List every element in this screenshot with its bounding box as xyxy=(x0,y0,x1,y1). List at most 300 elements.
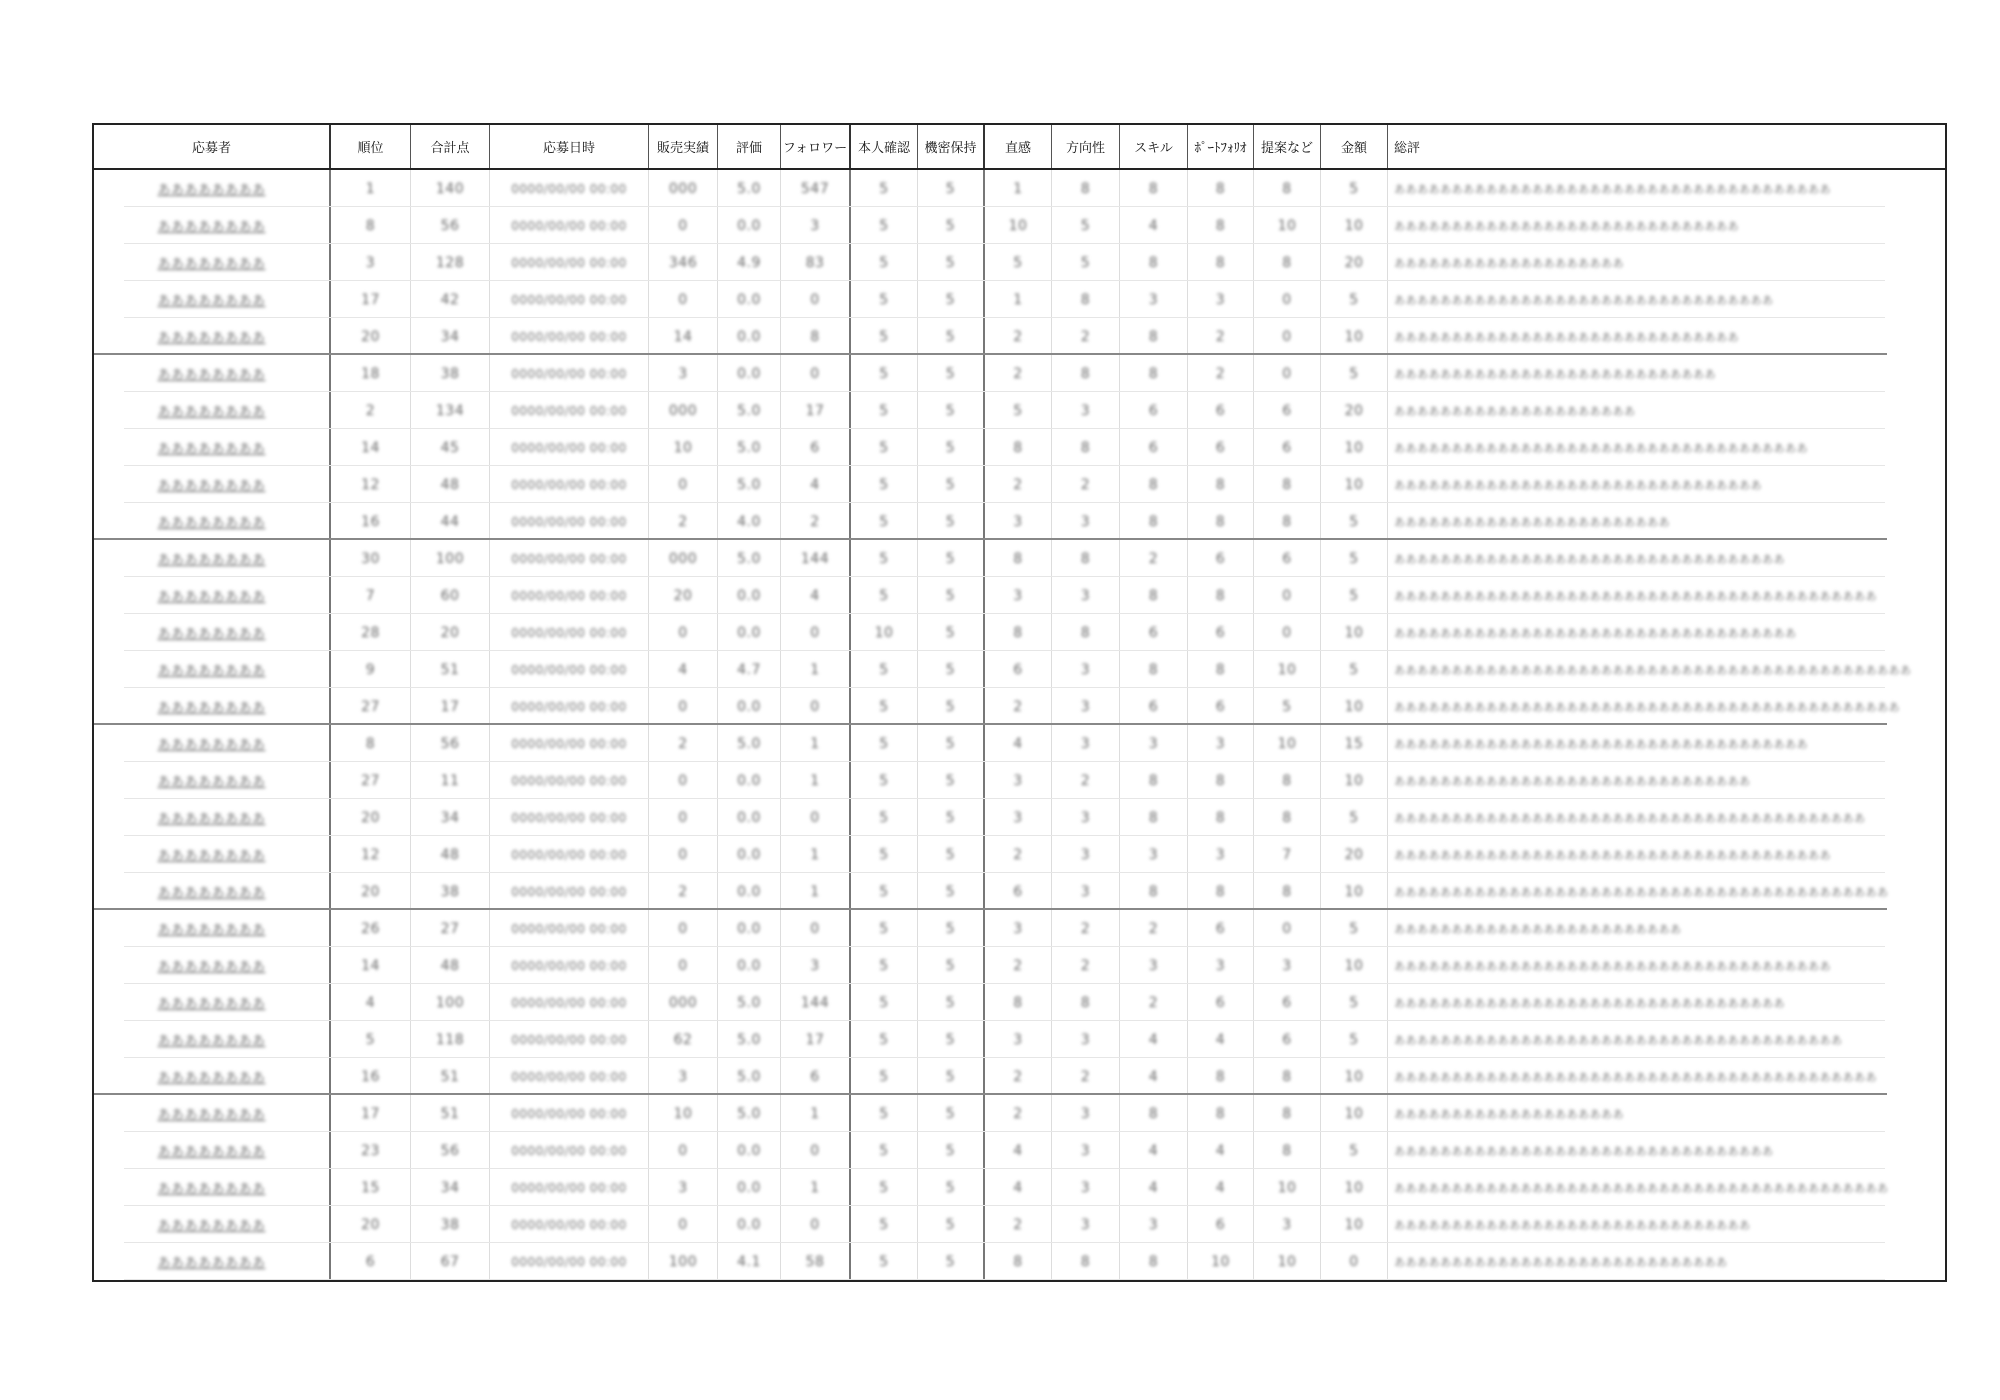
applicant-link[interactable]: ああああああああ xyxy=(157,479,266,494)
cell-applicant[interactable] xyxy=(94,688,331,725)
cell-proposal xyxy=(1254,1132,1321,1169)
applicant-link[interactable]: ああああああああ xyxy=(157,405,266,420)
cell-applicant[interactable] xyxy=(94,503,331,540)
applicant-link[interactable]: ああああああああ xyxy=(157,1145,266,1160)
applicant-link[interactable]: ああああああああ xyxy=(157,368,266,383)
cell-value: 51 xyxy=(440,1105,460,1122)
cell-rank xyxy=(331,725,411,762)
cell-sales xyxy=(649,947,718,984)
table-row xyxy=(94,910,1945,947)
cell-value: 6 xyxy=(365,1253,376,1270)
cell-value: 20 xyxy=(1344,402,1364,419)
cell-amount xyxy=(1321,1132,1388,1169)
cell-direction xyxy=(1052,873,1120,910)
cell-skill xyxy=(1120,910,1188,947)
cell-value: 5 xyxy=(945,587,956,604)
cell-summary xyxy=(1388,1243,1945,1280)
cell-datetime xyxy=(490,1206,649,1243)
applicant-link[interactable]: ああああああああ xyxy=(157,627,266,642)
cell-applicant[interactable] xyxy=(94,207,331,244)
applicant-link[interactable]: ああああああああ xyxy=(157,442,266,457)
cell-sales xyxy=(649,873,718,910)
cell-rank xyxy=(331,207,411,244)
applicant-link[interactable]: ああああああああ xyxy=(157,1071,266,1086)
cell-skill xyxy=(1120,355,1188,392)
cell-value: 1 xyxy=(1013,291,1023,308)
cell-value: 20 xyxy=(440,624,460,641)
cell-applicant[interactable] xyxy=(94,540,331,577)
cell-value: 30 xyxy=(361,550,380,567)
cell-applicant[interactable] xyxy=(94,614,331,651)
cell-sales xyxy=(649,281,718,318)
cell-value: 3 xyxy=(1282,957,1292,974)
applicant-link[interactable]: ああああああああ xyxy=(157,701,266,716)
cell-value: 5 xyxy=(1080,217,1091,234)
cell-value: 0.0 xyxy=(737,957,761,974)
cell-followers xyxy=(781,1058,851,1095)
cell-value: 0 xyxy=(678,291,688,308)
summary-text: ああああああああああああああああああああああああああああああ xyxy=(1394,219,1739,233)
cell-value: 6 xyxy=(1215,402,1226,419)
cell-value: 2 xyxy=(1080,328,1091,345)
cell-proposal xyxy=(1254,244,1321,281)
table-row xyxy=(94,466,1945,503)
summary-text: ああああああああああああああああああああ xyxy=(1394,256,1624,270)
cell-proposal xyxy=(1254,281,1321,318)
cell-value: 56 xyxy=(440,1142,460,1159)
cell-rank xyxy=(331,1095,411,1132)
cell-applicant[interactable] xyxy=(94,281,331,318)
cell-applicant[interactable] xyxy=(94,799,331,836)
cell-direction xyxy=(1052,1058,1120,1095)
cell-identity xyxy=(851,355,918,392)
cell-value: 5 xyxy=(1349,809,1359,826)
cell-nda xyxy=(918,984,985,1021)
cell-value: 3 xyxy=(1080,587,1091,604)
cell-applicant[interactable] xyxy=(94,725,331,762)
cell-value: 5.0 xyxy=(737,476,761,493)
cell-value: 10 xyxy=(1344,217,1364,234)
cell-value: 5 xyxy=(1349,994,1359,1011)
cell-value: 8 xyxy=(1148,1105,1159,1122)
cell-portfolio xyxy=(1188,1169,1254,1206)
cell-identity xyxy=(851,318,918,355)
cell-value: 10 xyxy=(1211,1253,1230,1270)
cell-amount xyxy=(1321,355,1388,392)
cell-amount xyxy=(1321,836,1388,873)
cell-summary xyxy=(1388,1058,1945,1095)
cell-skill xyxy=(1120,947,1188,984)
applicant-link[interactable]: ああああああああ xyxy=(157,1034,266,1049)
cell-rank xyxy=(331,1058,411,1095)
cell-value: 3 xyxy=(810,217,820,234)
table-row xyxy=(94,281,1945,318)
cell-value: 8 xyxy=(1215,809,1226,826)
cell-datetime xyxy=(490,170,649,207)
applicant-link[interactable]: ああああああああ xyxy=(157,886,266,901)
cell-intuition xyxy=(985,762,1052,799)
cell-value: 5 xyxy=(945,550,956,567)
cell-portfolio xyxy=(1188,984,1254,1021)
summary-text: ああああああああああああああああああああああああ xyxy=(1394,515,1670,529)
cell-value: 5 xyxy=(879,1179,889,1196)
cell-value: 0 xyxy=(678,624,688,641)
cell-summary xyxy=(1388,836,1945,873)
header-col-intuition: 直感 xyxy=(985,125,1052,168)
cell-proposal xyxy=(1254,466,1321,503)
cell-value: 1 xyxy=(810,1105,820,1122)
cell-applicant[interactable] xyxy=(94,1206,331,1243)
cell-value: 0 xyxy=(678,772,688,789)
cell-value: 8 xyxy=(1148,476,1159,493)
cell-nda xyxy=(918,688,985,725)
cell-value: 3 xyxy=(1148,291,1159,308)
cell-datetime xyxy=(490,281,649,318)
cell-applicant[interactable] xyxy=(94,577,331,614)
cell-portfolio xyxy=(1188,1058,1254,1095)
cell-value: 0 xyxy=(1282,291,1292,308)
cell-value: 0 xyxy=(810,698,820,715)
table-row xyxy=(94,318,1945,355)
cell-skill xyxy=(1120,984,1188,1021)
cell-summary xyxy=(1388,1095,1945,1132)
cell-intuition xyxy=(985,244,1052,281)
cell-amount xyxy=(1321,540,1388,577)
cell-identity xyxy=(851,1169,918,1206)
applicant-link[interactable]: ああああああああ xyxy=(157,923,266,938)
cell-value: 0.0 xyxy=(737,291,761,308)
cell-direction xyxy=(1052,577,1120,614)
cell-amount xyxy=(1321,1095,1388,1132)
applicant-link[interactable]: ああああああああ xyxy=(157,331,266,346)
cell-applicant[interactable] xyxy=(94,1132,331,1169)
cell-applicant[interactable] xyxy=(94,1243,331,1280)
cell-value: 1 xyxy=(810,735,820,752)
applicant-link[interactable]: ああああああああ xyxy=(157,997,266,1012)
applicant-link[interactable]: ああああああああ xyxy=(157,738,266,753)
cell-value: 8 xyxy=(1282,772,1292,789)
cell-portfolio xyxy=(1188,355,1254,392)
cell-value: 5 xyxy=(879,772,889,789)
cell-value: 0.0 xyxy=(737,698,761,715)
applicant-link[interactable]: ああああああああ xyxy=(157,294,266,309)
cell-value: 0000/00/00 00:00 xyxy=(511,181,627,196)
table-row xyxy=(94,503,1945,540)
cell-rating xyxy=(718,836,781,873)
cell-value: 8 xyxy=(1080,291,1091,308)
table-row xyxy=(94,762,1945,799)
cell-rank xyxy=(331,614,411,651)
cell-direction xyxy=(1052,355,1120,392)
applicant-link[interactable]: ああああああああ xyxy=(157,257,266,272)
cell-value: 5 xyxy=(879,809,889,826)
cell-applicant[interactable] xyxy=(94,1169,331,1206)
applicant-link[interactable]: ああああああああ xyxy=(157,1108,266,1123)
cell-direction xyxy=(1052,947,1120,984)
cell-rank xyxy=(331,984,411,1021)
applicant-link[interactable]: ああああああああ xyxy=(157,183,266,198)
cell-value: 4 xyxy=(1148,1068,1159,1085)
cell-proposal xyxy=(1254,910,1321,947)
cell-value: 2 xyxy=(1013,476,1023,493)
cell-applicant[interactable] xyxy=(94,762,331,799)
cell-datetime xyxy=(490,836,649,873)
header-col-direction: 方向性 xyxy=(1052,125,1120,168)
cell-proposal xyxy=(1254,392,1321,429)
cell-intuition xyxy=(985,836,1052,873)
cell-value: 56 xyxy=(440,735,460,752)
cell-summary xyxy=(1388,577,1945,614)
cell-nda xyxy=(918,318,985,355)
cell-value: 5 xyxy=(945,624,956,641)
cell-value: 5 xyxy=(945,1142,956,1159)
cell-value: 48 xyxy=(440,957,460,974)
cell-proposal xyxy=(1254,984,1321,1021)
cell-intuition xyxy=(985,1206,1052,1243)
cell-value: 3 xyxy=(1215,291,1226,308)
cell-summary xyxy=(1388,318,1945,355)
table-row xyxy=(94,170,1945,207)
cell-applicant[interactable] xyxy=(94,1058,331,1095)
cell-value: 8 xyxy=(1282,513,1292,530)
cell-applicant[interactable] xyxy=(94,429,331,466)
cell-value: 5.0 xyxy=(737,1105,761,1122)
cell-value: 5 xyxy=(945,846,956,863)
cell-datetime xyxy=(490,1021,649,1058)
cell-skill xyxy=(1120,614,1188,651)
cell-value: 0000/00/00 00:00 xyxy=(511,551,627,566)
cell-applicant[interactable] xyxy=(94,947,331,984)
cell-value: 4 xyxy=(1215,1179,1226,1196)
applicant-link[interactable]: ああああああああ xyxy=(157,590,266,605)
cell-value: 10 xyxy=(1344,624,1364,641)
cell-rank xyxy=(331,1132,411,1169)
cell-sales xyxy=(649,244,718,281)
cell-value: 10 xyxy=(1344,1179,1364,1196)
cell-value: 5 xyxy=(1349,1031,1359,1048)
cell-value: 0.0 xyxy=(737,920,761,937)
cell-value: 67 xyxy=(440,1253,460,1270)
cell-rank xyxy=(331,392,411,429)
cell-applicant[interactable] xyxy=(94,170,331,207)
cell-applicant[interactable] xyxy=(94,1095,331,1132)
cell-value: 2 xyxy=(678,735,688,752)
cell-value: 8 xyxy=(1080,994,1091,1011)
cell-rating xyxy=(718,318,781,355)
cell-value: 5 xyxy=(879,365,889,382)
cell-portfolio xyxy=(1188,429,1254,466)
cell-total xyxy=(411,1132,490,1169)
cell-identity xyxy=(851,1243,918,1280)
cell-followers xyxy=(781,281,851,318)
cell-summary xyxy=(1388,355,1945,392)
cell-value: 10 xyxy=(1344,883,1364,900)
cell-amount xyxy=(1321,503,1388,540)
cell-total xyxy=(411,429,490,466)
cell-total xyxy=(411,836,490,873)
cell-direction xyxy=(1052,725,1120,762)
cell-value: 000 xyxy=(668,994,698,1011)
cell-followers xyxy=(781,429,851,466)
cell-value: 6 xyxy=(1215,439,1226,456)
cell-value: 3 xyxy=(1080,1105,1091,1122)
cell-total xyxy=(411,355,490,392)
cell-value: 5 xyxy=(879,476,889,493)
cell-identity xyxy=(851,873,918,910)
cell-identity xyxy=(851,725,918,762)
applicant-link[interactable]: ああああああああ xyxy=(157,1256,266,1271)
cell-value: 5 xyxy=(945,772,956,789)
cell-datetime xyxy=(490,466,649,503)
cell-proposal xyxy=(1254,651,1321,688)
cell-value: 3 xyxy=(1013,809,1023,826)
cell-intuition xyxy=(985,281,1052,318)
applicant-link[interactable]: ああああああああ xyxy=(157,516,266,531)
table-row xyxy=(94,799,1945,836)
cell-datetime xyxy=(490,577,649,614)
cell-value: 5 xyxy=(879,994,889,1011)
cell-value: 3 xyxy=(1215,846,1226,863)
cell-sales xyxy=(649,318,718,355)
cell-total xyxy=(411,281,490,318)
cell-value: 5 xyxy=(879,920,889,937)
cell-applicant[interactable] xyxy=(94,466,331,503)
cell-value: 4 xyxy=(1215,1142,1226,1159)
cell-value: 5 xyxy=(945,402,956,419)
cell-value: 8 xyxy=(1080,624,1091,641)
cell-value: 5 xyxy=(879,698,889,715)
applicant-link[interactable]: ああああああああ xyxy=(157,812,266,827)
cell-datetime xyxy=(490,873,649,910)
cell-skill xyxy=(1120,1132,1188,1169)
cell-applicant[interactable] xyxy=(94,836,331,873)
cell-total xyxy=(411,1169,490,1206)
cell-sales xyxy=(649,466,718,503)
cell-amount xyxy=(1321,392,1388,429)
summary-text: あああああああああああああああああああああああああああああああああああああああああああああ xyxy=(1394,663,1912,677)
cell-applicant[interactable] xyxy=(94,318,331,355)
cell-applicant[interactable] xyxy=(94,392,331,429)
cell-proposal xyxy=(1254,1021,1321,1058)
cell-applicant[interactable] xyxy=(94,651,331,688)
cell-portfolio xyxy=(1188,318,1254,355)
cell-portfolio xyxy=(1188,688,1254,725)
cell-value: 5 xyxy=(879,180,889,197)
cell-value: 8 xyxy=(1215,476,1226,493)
cell-value: 10 xyxy=(1277,1179,1297,1196)
cell-nda xyxy=(918,466,985,503)
cell-amount xyxy=(1321,281,1388,318)
cell-nda xyxy=(918,170,985,207)
summary-text: あああああああああああああああああああああああああああああああ xyxy=(1394,774,1751,788)
cell-value: 3 xyxy=(1013,920,1023,937)
table-row xyxy=(94,614,1945,651)
cell-value: 3 xyxy=(1215,957,1226,974)
cell-rank xyxy=(331,503,411,540)
cell-value: 38 xyxy=(440,1216,460,1233)
cell-sales xyxy=(649,910,718,947)
cell-identity xyxy=(851,540,918,577)
cell-value: 5 xyxy=(879,1031,889,1048)
cell-skill xyxy=(1120,429,1188,466)
cell-applicant[interactable] xyxy=(94,244,331,281)
cell-value: 0 xyxy=(678,846,688,863)
cell-value: 0000/00/00 00:00 xyxy=(511,440,627,455)
cell-value: 1 xyxy=(365,180,376,197)
cell-value: 42 xyxy=(440,291,460,308)
applicant-link[interactable]: ああああああああ xyxy=(157,849,266,864)
cell-value: 0 xyxy=(678,476,688,493)
cell-value: 56 xyxy=(440,217,460,234)
cell-value: 0000/00/00 00:00 xyxy=(511,255,627,270)
cell-applicant[interactable] xyxy=(94,910,331,947)
cell-value: 8 xyxy=(1215,254,1226,271)
cell-value: 10 xyxy=(1277,735,1297,752)
cell-value: 2 xyxy=(1013,1216,1023,1233)
cell-direction xyxy=(1052,762,1120,799)
applicant-link[interactable]: ああああああああ xyxy=(157,960,266,975)
cell-value: 8 xyxy=(1080,180,1091,197)
summary-text: あああああああああああああああああああああああああああああああああああああああああああ xyxy=(1394,1181,1889,1195)
cell-value: 51 xyxy=(440,661,460,678)
summary-text: ああああああああああああああああああああああああああああああああああああああ xyxy=(1394,182,1831,196)
cell-amount xyxy=(1321,577,1388,614)
cell-applicant[interactable] xyxy=(94,984,331,1021)
cell-amount xyxy=(1321,1206,1388,1243)
cell-value: 0 xyxy=(678,698,688,715)
cell-rating xyxy=(718,910,781,947)
applicant-link[interactable]: ああああああああ xyxy=(157,1219,266,1234)
cell-applicant[interactable] xyxy=(94,355,331,392)
cell-proposal xyxy=(1254,688,1321,725)
cell-nda xyxy=(918,836,985,873)
summary-text: あああああああああああああああああああああああああああああああああああああああああああ xyxy=(1394,885,1889,899)
applicant-link[interactable]: ああああああああ xyxy=(157,220,266,235)
cell-value: 34 xyxy=(440,1179,460,1196)
cell-nda xyxy=(918,1206,985,1243)
cell-value: 8 xyxy=(1215,1068,1226,1085)
cell-direction xyxy=(1052,1169,1120,1206)
cell-value: 10 xyxy=(1344,439,1364,456)
applicant-link[interactable]: ああああああああ xyxy=(157,553,266,568)
cell-followers xyxy=(781,503,851,540)
cell-identity xyxy=(851,1132,918,1169)
cell-value: 5 xyxy=(879,957,889,974)
cell-direction xyxy=(1052,281,1120,318)
cell-value: 15 xyxy=(1344,735,1364,752)
cell-value: 8 xyxy=(365,217,376,234)
applicant-link[interactable]: ああああああああ xyxy=(157,775,266,790)
cell-intuition xyxy=(985,1021,1052,1058)
cell-applicant[interactable] xyxy=(94,1021,331,1058)
cell-value: 38 xyxy=(440,365,460,382)
cell-value: 3 xyxy=(678,1179,688,1196)
cell-value: 8 xyxy=(1148,883,1159,900)
applicant-link[interactable]: ああああああああ xyxy=(157,1182,266,1197)
cell-value: 6 xyxy=(1215,698,1226,715)
cell-followers xyxy=(781,873,851,910)
cell-value: 5 xyxy=(879,1105,889,1122)
cell-value: 4 xyxy=(1215,1031,1226,1048)
cell-direction xyxy=(1052,1095,1120,1132)
cell-value: 15 xyxy=(361,1179,380,1196)
cell-applicant[interactable] xyxy=(94,873,331,910)
cell-value: 346 xyxy=(668,254,698,271)
cell-summary xyxy=(1388,540,1945,577)
cell-value: 6 xyxy=(1148,624,1159,641)
cell-value: 14 xyxy=(361,957,380,974)
applicant-link[interactable]: ああああああああ xyxy=(157,664,266,679)
